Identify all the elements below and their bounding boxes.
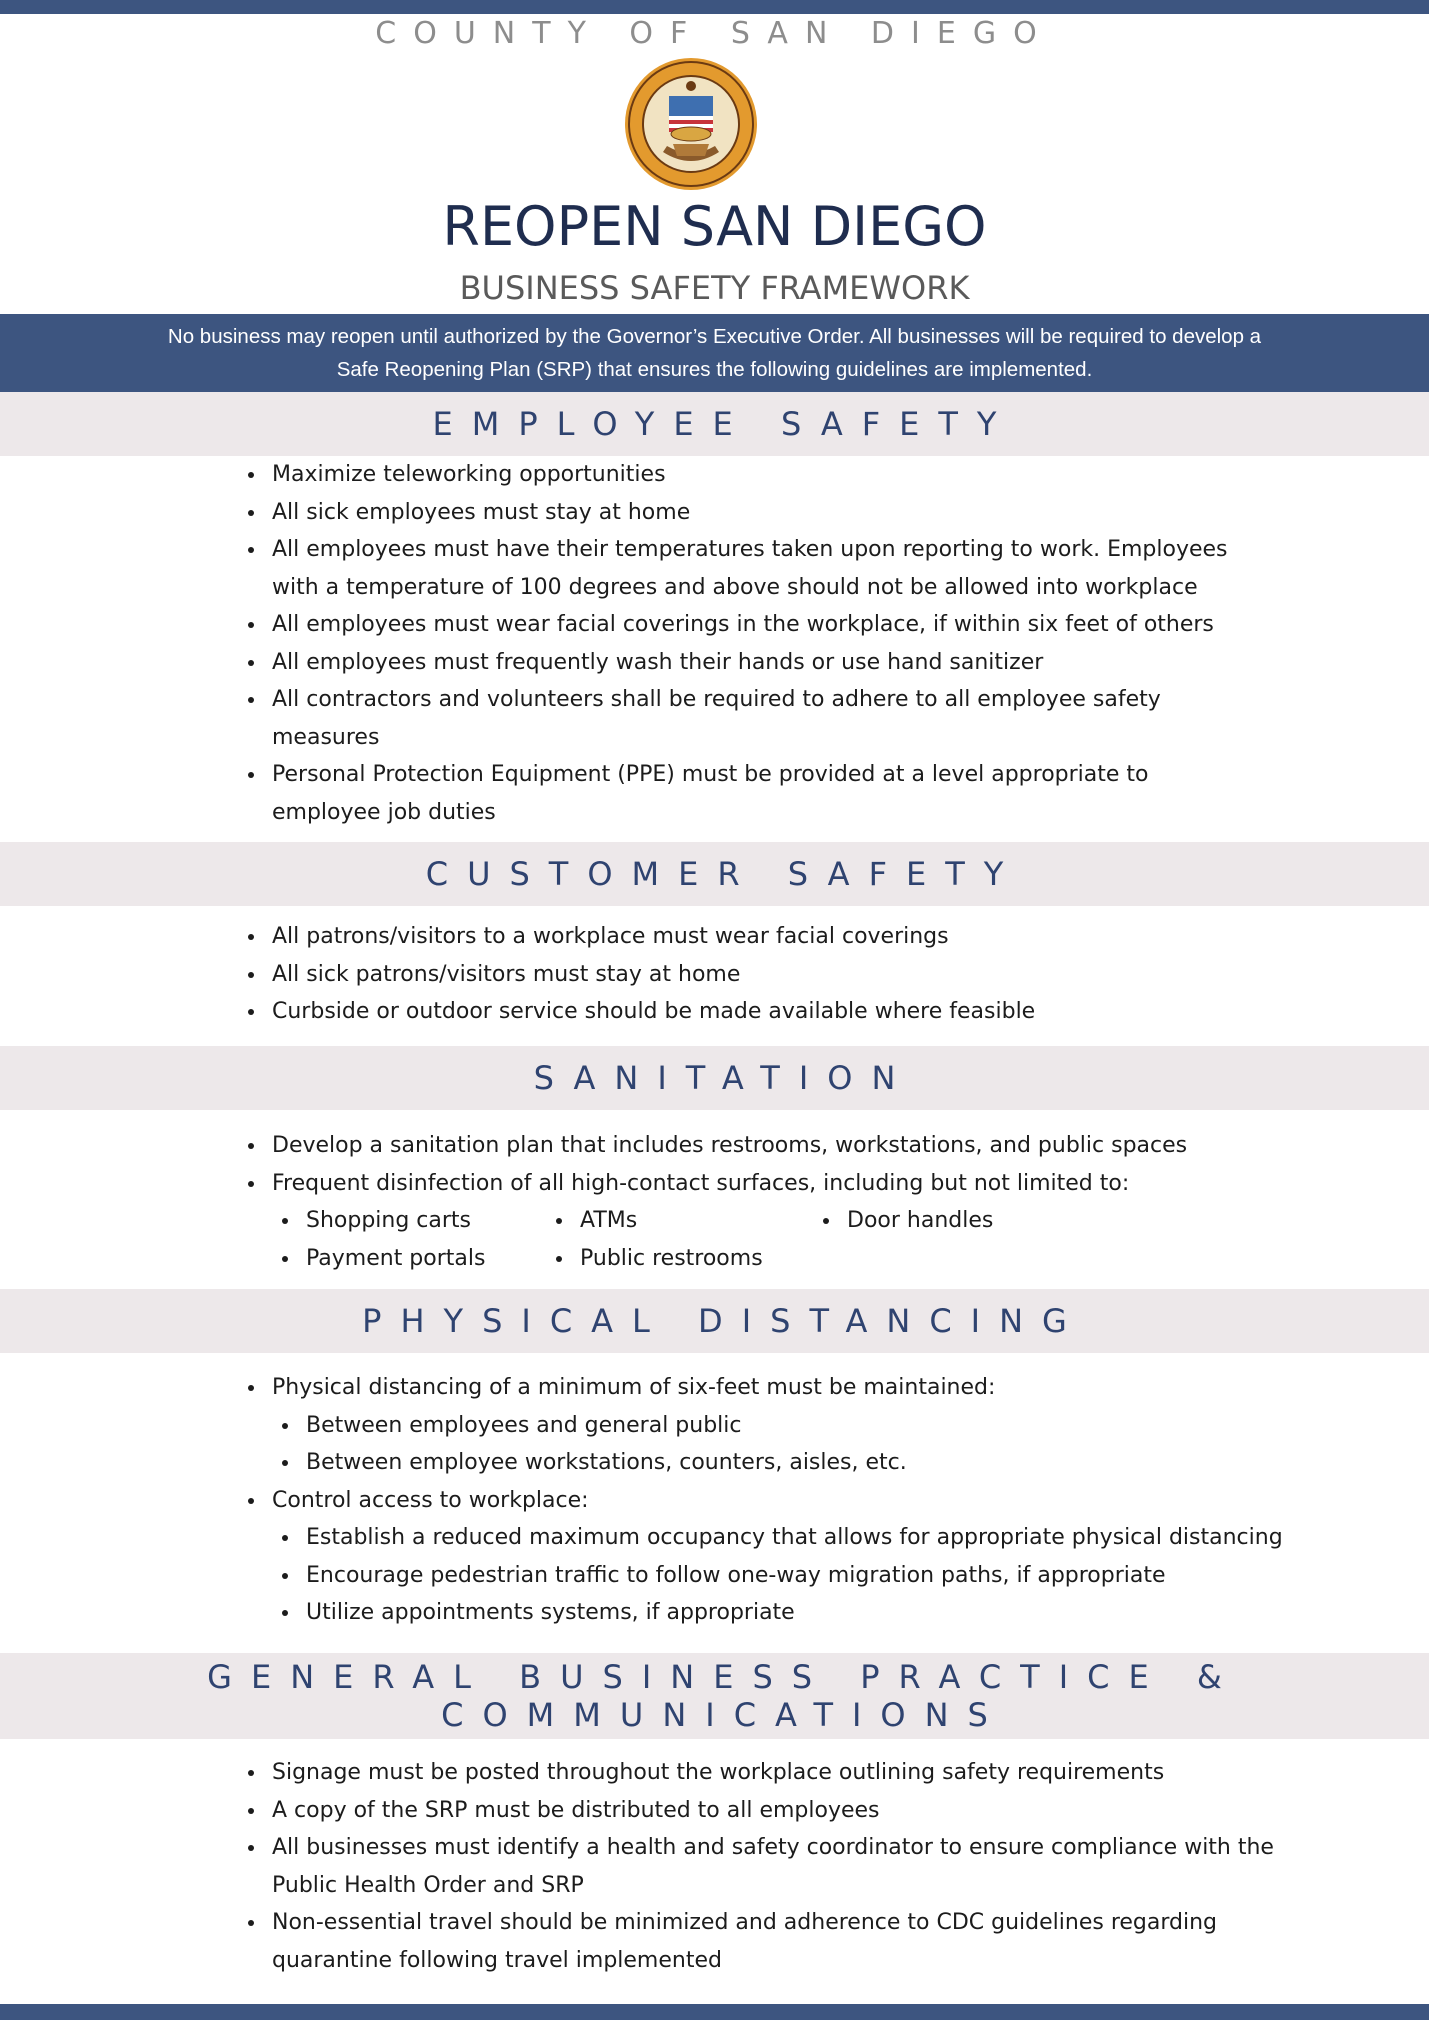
list-item-continuation: Public Health Order and SRP — [272, 1872, 584, 1898]
section-heading-text: GENERAL BUSINESS PRACTICE & — [207, 1658, 1241, 1696]
list-item: All sick patrons/visitors must stay at home — [248, 956, 1035, 994]
section-heading-employee-safety — [0, 392, 1429, 456]
list-subitem: Between employees and general public — [282, 1407, 1283, 1445]
list-item: Develop a sanitation plan that includes restrooms, workstations, and public spaces — [248, 1127, 1187, 1165]
section-heading-physical-distancing — [0, 1289, 1429, 1353]
list-item: Personal Protection Equipment (PPE) must be provided at a level appropriate to — [248, 756, 1228, 794]
notice-line: Safe Reopening Plan (SRP) that ensures the following guidelines are implemented. — [336, 358, 1093, 381]
list-item: ATMs — [556, 1202, 637, 1240]
section-heading-general-business — [0, 1653, 1429, 1739]
employee-safety-list — [248, 456, 1228, 831]
list-item: Shopping carts — [282, 1202, 471, 1240]
section-heading-sanitation — [0, 1046, 1429, 1110]
list-item: Maximize teleworking opportunities — [248, 456, 1228, 494]
list-subitem: Establish a reduced maximum occupancy that allows for appropriate physical distancing — [282, 1519, 1283, 1557]
list-item-continuation: measures — [272, 724, 380, 750]
list-item: All contractors and volunteers shall be required to adhere to all employee safety — [248, 681, 1228, 719]
top-accent-bar — [0, 0, 1429, 14]
list-subitem: Encourage pedestrian traffic to follow one-way migration paths, if appropriate — [282, 1557, 1283, 1595]
list-item: All patrons/visitors to a workplace must wear facial coverings — [248, 918, 1035, 956]
page-subtitle: BUSINESS SAFETY FRAMEWORK — [459, 269, 970, 307]
physical-distancing-list — [248, 1369, 1283, 1632]
list-item: Signage must be posted throughout the workplace outlining safety requirements — [248, 1754, 1274, 1792]
list-item: All employees must wear facial coverings in the workplace, if within six feet of others — [248, 606, 1228, 644]
list-subitem: Utilize appointments systems, if appropriate — [282, 1594, 1283, 1632]
sanitation-list — [248, 1127, 1187, 1202]
list-subitem: Between employee workstations, counters, aisles, etc. — [282, 1444, 1283, 1482]
county-name: COUNTY OF SAN DIEGO — [375, 16, 1054, 51]
list-item: Payment portals — [282, 1240, 485, 1278]
surfaces-list — [282, 1202, 1082, 1278]
list-item: Door handles — [823, 1202, 993, 1240]
list-item: A copy of the SRP must be distributed to all employees — [248, 1792, 1274, 1830]
notice-banner — [0, 314, 1429, 392]
section-heading-text: PHYSICAL DISTANCING — [362, 1302, 1086, 1340]
notice-line: No business may reopen until authorized by the Governor’s Executive Order. All businesses will be required to develop a — [167, 325, 1262, 348]
section-heading-text: SANITATION — [533, 1059, 915, 1097]
list-item-continuation: with a temperature of 100 degrees and above should not be allowed into workplace — [272, 574, 1198, 600]
section-heading-customer-safety — [0, 842, 1429, 906]
county-seal-icon — [623, 56, 759, 192]
section-heading-text: EMPLOYEE SAFETY — [432, 405, 1016, 443]
list-item: All employees must frequently wash their hands or use hand sanitizer — [248, 644, 1228, 682]
list-item: Non-essential travel should be minimized and adherence to CDC guidelines regarding — [248, 1904, 1274, 1942]
section-heading-text: COMMUNICATIONS — [441, 1696, 1007, 1734]
list-item: All sick employees must stay at home — [248, 494, 1228, 532]
seal-graphic — [623, 56, 759, 192]
list-item: Physical distancing of a minimum of six-feet must be maintained: — [248, 1369, 1283, 1407]
list-item: All businesses must identify a health and safety coordinator to ensure compliance with the — [248, 1829, 1274, 1867]
list-item: Curbside or outdoor service should be made available where feasible — [248, 993, 1035, 1031]
section-heading-text: CUSTOMER SAFETY — [425, 855, 1023, 893]
list-item-continuation: employee job duties — [272, 799, 496, 825]
list-item: All employees must have their temperatures taken upon reporting to work. Employees — [248, 531, 1228, 569]
general-business-list — [248, 1754, 1274, 1979]
list-item: Control access to workplace: — [248, 1482, 1283, 1520]
customer-safety-list — [248, 918, 1035, 1031]
page-title: REOPEN SAN DIEGO — [442, 195, 987, 258]
list-item-continuation: quarantine following travel implemented — [272, 1947, 722, 1973]
bottom-accent-bar — [0, 2004, 1429, 2020]
list-item: Frequent disinfection of all high-contact surfaces, including but not limited to: — [248, 1165, 1187, 1203]
list-item: Public restrooms — [556, 1240, 763, 1278]
